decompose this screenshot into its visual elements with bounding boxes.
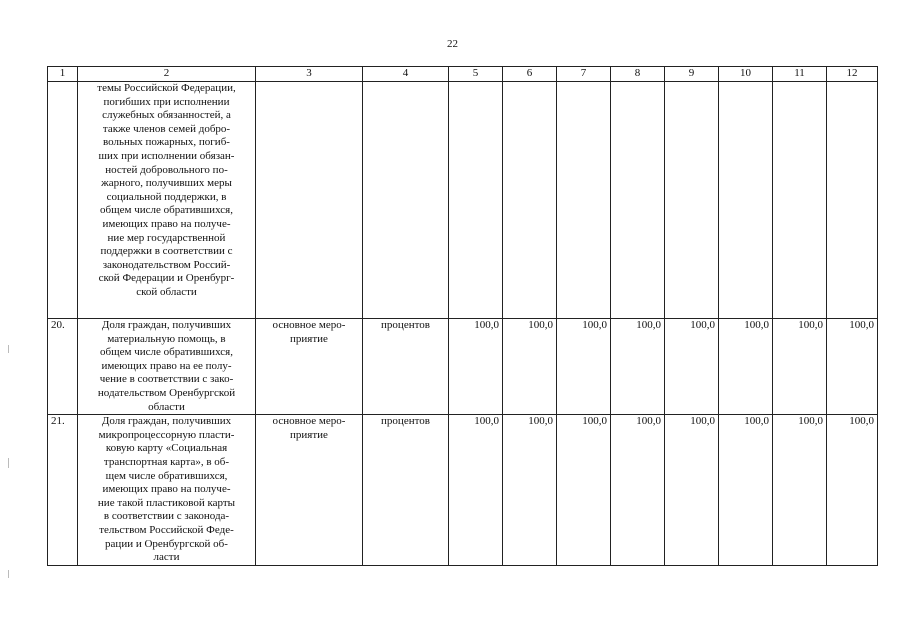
value-cell: 100,0	[449, 319, 503, 415]
header-cell: 12	[827, 67, 878, 82]
description-line: жарного, получивших меры	[101, 177, 232, 190]
value-cell: 100,0	[773, 415, 827, 566]
indicators-table	[47, 66, 878, 566]
description-line: ностей добровольного по-	[105, 163, 228, 176]
header-cell: 4	[363, 67, 449, 82]
table-row-continuation	[48, 82, 878, 319]
page-number: 22	[447, 38, 458, 50]
description-line: имеющих право на получе-	[102, 217, 231, 230]
description-cell	[78, 319, 256, 415]
description-line: социальной поддержки, в	[106, 190, 227, 203]
row-number-cell	[48, 82, 78, 319]
value-cell: 100,0	[503, 319, 557, 415]
header-cell: 11	[773, 67, 827, 82]
header-cell: 7	[557, 67, 611, 82]
description-line: ласти	[153, 551, 180, 564]
header-cell: 8	[611, 67, 665, 82]
description-line: темы Российской Федерации,	[97, 82, 236, 94]
description-line: ковую карту «Социальная	[105, 442, 228, 455]
header-cell: 6	[503, 67, 557, 82]
table-row	[48, 319, 878, 415]
type-line: приятие	[290, 332, 328, 345]
description-line: законодательством Россий-	[102, 258, 231, 271]
row-number-cell: 21.	[48, 415, 78, 566]
scan-artifact-mark	[8, 570, 9, 578]
description-line: Доля граждан, получивших	[101, 415, 232, 428]
value-cell	[611, 82, 665, 319]
unit-cell	[363, 82, 449, 319]
description-line: ние мер государственной	[107, 231, 226, 244]
value-cell	[665, 82, 719, 319]
description-line: рации и Оренбургской об-	[105, 537, 228, 550]
description-line: вольных пожарных, погиб-	[103, 136, 230, 149]
type-line: основное меро-	[272, 415, 346, 428]
description-line: ших при исполнении обязан-	[98, 149, 235, 162]
description-line: щем числе обратившихся,	[105, 469, 228, 482]
description-line: чение в соответствии с зако-	[99, 373, 234, 386]
value-cell: 100,0	[665, 319, 719, 415]
description-line: погибших при исполнении	[103, 95, 230, 108]
description-line: нодательством Оренбургской	[97, 386, 236, 399]
description-line: материальную помощь, в	[107, 332, 226, 345]
scan-artifact-mark	[8, 345, 9, 353]
value-cell	[503, 82, 557, 319]
value-cell: 100,0	[557, 415, 611, 566]
value-cell	[719, 82, 773, 319]
description-line: поддержки в соответствии с	[100, 245, 233, 258]
description-line: общем числе обратившихся,	[100, 346, 233, 359]
table-row	[48, 415, 878, 566]
value-cell	[449, 82, 503, 319]
description-line: транспортная карта», в об-	[103, 455, 230, 468]
value-cell: 100,0	[665, 415, 719, 566]
type-line: основное меро-	[272, 319, 346, 331]
description-cell	[78, 82, 256, 319]
description-cell	[78, 415, 256, 566]
description-line: ние такой пластиковой карты	[97, 496, 236, 509]
type-cell	[256, 319, 363, 415]
description-line: общем числе обратившихся,	[100, 204, 233, 217]
header-cell: 9	[665, 67, 719, 82]
description-line: Доля граждан, получивших	[101, 319, 232, 331]
value-cell: 100,0	[773, 319, 827, 415]
value-cell: 100,0	[719, 415, 773, 566]
value-cell: 100,0	[503, 415, 557, 566]
header-cell: 1	[48, 67, 78, 82]
header-cell: 10	[719, 67, 773, 82]
description-line: области	[148, 400, 185, 413]
header-cell: 5	[449, 67, 503, 82]
header-row	[48, 67, 878, 82]
value-cell	[773, 82, 827, 319]
description-line: тельством Российской Феде-	[99, 523, 234, 536]
unit-cell: процентов	[363, 415, 449, 566]
value-cell: 100,0	[611, 319, 665, 415]
scan-artifact-mark	[8, 458, 9, 468]
value-cell: 100,0	[827, 415, 878, 566]
value-cell: 100,0	[719, 319, 773, 415]
value-cell	[827, 82, 878, 319]
description-line: имеющих право на ее полу-	[101, 359, 232, 372]
description-line: также членов семей добро-	[102, 122, 231, 135]
unit-cell: процентов	[363, 319, 449, 415]
description-line: ской Федерации и Оренбург-	[98, 272, 235, 285]
type-cell	[256, 415, 363, 566]
header-cell: 3	[256, 67, 363, 82]
value-cell: 100,0	[449, 415, 503, 566]
type-cell	[256, 82, 363, 319]
row-number-cell: 20.	[48, 319, 78, 415]
description-line: служебных обязанностей, а	[102, 109, 231, 122]
description-line: в соответствии с законода-	[103, 510, 230, 523]
description-line: микропроцессорную пласти-	[98, 428, 235, 441]
value-cell: 100,0	[611, 415, 665, 566]
value-cell: 100,0	[827, 319, 878, 415]
description-line: ской области	[136, 285, 197, 298]
value-cell: 100,0	[557, 319, 611, 415]
type-line: приятие	[290, 428, 328, 441]
header-cell: 2	[78, 67, 256, 82]
value-cell	[557, 82, 611, 319]
description-line: имеющих право на получе-	[102, 483, 231, 496]
